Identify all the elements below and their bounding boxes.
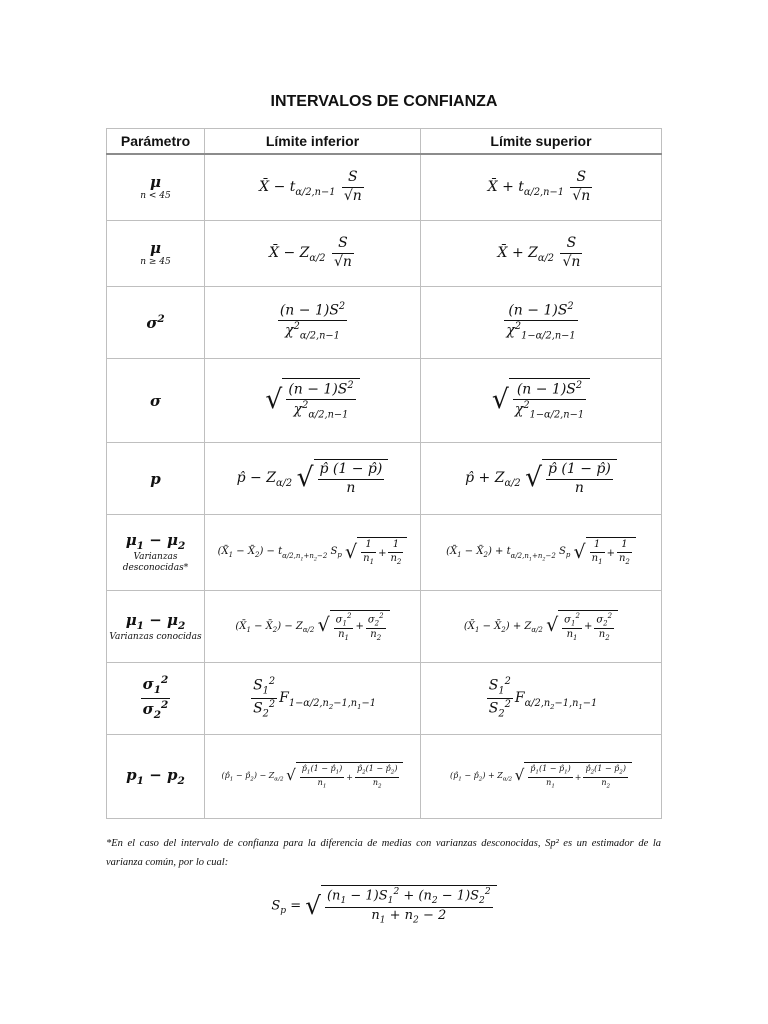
param-symbol: $\mu_1 - \mu_2$: [125, 610, 186, 632]
param-cell: [107, 590, 205, 662]
header-limite-superior: Límite superior: [421, 129, 662, 155]
param-cell: [107, 734, 205, 818]
table-row: [107, 734, 662, 818]
lower-limit-formula: X̄ − $t_{\alpha/2,n-1}$ $\frac{S}{√n}$: [205, 154, 421, 220]
table-row: [107, 220, 662, 286]
param-symbol: μ: [150, 173, 161, 192]
confidence-intervals-table: [106, 128, 662, 819]
param-condition: n ≥ 45: [140, 257, 171, 267]
lower-limit-formula: $\frac{(n - 1)S^2}{\chi^2_{\alpha/2,n-1}}$: [205, 286, 421, 358]
lower-limit-formula: ($X̄_1$ − $X̄_2) - Z_{\alpha/2}$ √ $\frac{\sigma_1^2}{n_1}$ + $\frac{\sigma_2^2}{n_2}$: [205, 590, 421, 662]
upper-limit-formula: $\frac{(n - 1)S^2}{\chi^2_{1-\alpha/2,n-1}}$: [421, 286, 662, 358]
param-symbol: σ: [149, 391, 162, 410]
param-symbol: $\mu_1 - \mu_2$: [125, 531, 186, 552]
lower-limit-formula: p̂ − $Z_{\alpha/2}$ √ $\frac{p̂ (1 - p̂)}{n}$: [205, 442, 421, 514]
page-title: INTERVALOS DE CONFIANZA: [270, 93, 498, 110]
lower-limit-formula: X̄ − $Z_{\alpha/2}$ $\frac{S}{√n}$: [205, 220, 421, 286]
table-row: [107, 514, 662, 590]
table-row: [107, 358, 662, 442]
table-header-row: [107, 129, 662, 155]
param-symbol: $\sigma^2$: [146, 312, 165, 332]
param-cell: [107, 220, 205, 286]
param-symbol: p: [150, 469, 161, 488]
param-cell: [107, 514, 205, 590]
header-limite-inferior: Límite inferior: [205, 129, 421, 155]
param-cell: [107, 662, 205, 734]
param-condition: Varianzas conocidas: [109, 631, 202, 642]
upper-limit-formula: √ $\frac{(n - 1)S^2}{\chi^2_{1-\alpha/2,n-1}}$: [421, 358, 662, 442]
param-cell: [107, 154, 205, 220]
param-cell: [107, 286, 205, 358]
param-cell: [107, 442, 205, 514]
upper-limit-formula: ($X̄_1$ − $X̄_2) + t_{\alpha/2,n_1+n_2-2}$ $S_p$ √ $\frac{1}{n_1}$ + $\frac{1}{n_2}$: [421, 514, 662, 590]
param-cell: [107, 358, 205, 442]
upper-limit-formula: X̄ + $Z_{\alpha/2}$ $\frac{S}{√n}$: [421, 220, 662, 286]
table-row: [107, 662, 662, 734]
lower-limit-formula: ($X̄_1$ − $X̄_2) - t_{\alpha/2,n_1+n_2-2}$ $S_p$ √ $\frac{1}{n_1}$ + $\frac{1}{n_2}$: [205, 514, 421, 590]
table-row: [107, 590, 662, 662]
param-condition: n < 45: [140, 191, 171, 202]
header-parametro: Parámetro: [107, 129, 205, 155]
lower-limit-formula: ($p̂_1$ − $p̂_2) - Z_{\alpha/2}$ √ $\frac{p̂_1(1 - p̂_1)}{n_1}$ + $\frac{p̂_2(1 - p̂_2)}{n_2}$: [205, 734, 421, 818]
lower-limit-formula: $\frac{S_1^2}{S_2^2}$ $F_{1-\alpha/2,n_2-1,n_1-1}$: [205, 662, 421, 734]
upper-limit-formula: p̂ + $Z_{\alpha/2}$ √ $\frac{p̂ (1 - p̂)}{n}$: [421, 442, 662, 514]
footnote: *En el caso del intervalo de confianza para la diferencia de medias con varianzas desconocidas, Sp² es un estimador de la varianza común, por lo cual:: [106, 838, 661, 868]
param-symbol: μ: [150, 239, 161, 257]
table-row: [107, 154, 662, 220]
param-symbol: $\frac{\sigma_1^2}{\sigma_2^2}$: [142, 674, 169, 721]
upper-limit-formula: X̄ + $t_{\alpha/2,n-1}$ $\frac{S}{√n}$: [421, 154, 662, 220]
table-row: [107, 286, 662, 358]
param-symbol: $p_1 - p_2$: [126, 766, 185, 787]
pooled-variance-formula: $S_p$ = √ $\frac{(n_1 - 1)S_1^2 + (n_2 - 1)S_2^2}{n_1 + n_2 - 2}$: [0, 885, 768, 927]
upper-limit-formula: ($X̄_1$ − $X̄_2) + Z_{\alpha/2}$ √ $\frac{\sigma_1^2}{n_1}$ + $\frac{\sigma_2^2}{n_2}$: [421, 590, 662, 662]
upper-limit-formula: ($p̂_1$ − $p̂_2) + Z_{\alpha/2}$ √ $\frac{p̂_1(1 - p̂_1)}{n_1}$ + $\frac{p̂_2(1 - p̂_2)}{n_2}$: [421, 734, 662, 818]
table-row: [107, 442, 662, 514]
lower-limit-formula: √ $\frac{(n - 1)S^2}{\chi^2_{\alpha/2,n-1}}$: [205, 358, 421, 442]
upper-limit-formula: $\frac{S_1^2}{S_2^2}$ $F_{\alpha/2,n_2-1,n_1-1}$: [421, 662, 662, 734]
param-condition: Varianzas desconocidas*: [122, 552, 189, 573]
